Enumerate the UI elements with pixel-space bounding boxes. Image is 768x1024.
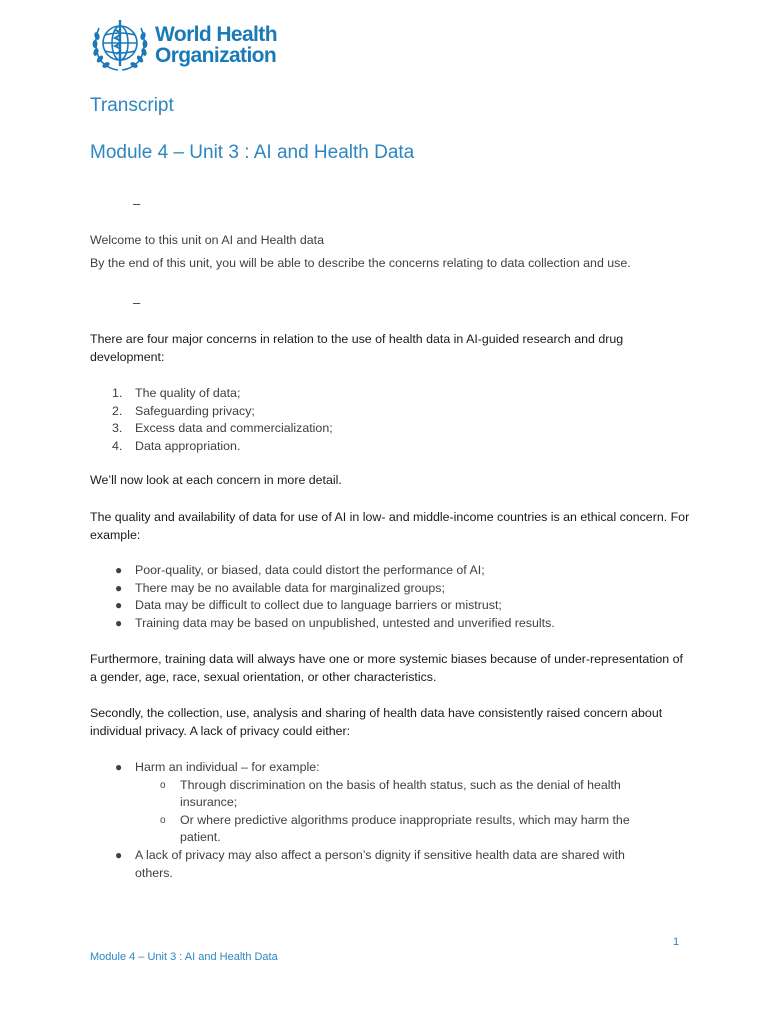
- privacy-bullets: [90, 759, 690, 882]
- list-number: 2.: [112, 403, 123, 418]
- bullet-icon: ●: [115, 847, 123, 862]
- intro-line-2: By the end of this unit, you will be able to describe the concerns relating to data collection and use.: [90, 256, 631, 270]
- bullet-icon: ●: [115, 563, 123, 577]
- logo-wordmark: [155, 24, 277, 66]
- list-item: [90, 580, 690, 598]
- dash-separator: –: [133, 295, 141, 310]
- sub-list-item-text: Or where predictive algorithms produce inappropriate results, which may harm the patient.: [180, 812, 630, 845]
- sub-list-item-text: Through discrimination on the basis of health status, such as the denial of health insurance;: [180, 777, 621, 810]
- list-number: 4.: [112, 438, 123, 453]
- page-number: 1: [673, 936, 680, 948]
- quality-bullets: [90, 562, 690, 632]
- list-number: 1.: [112, 386, 123, 400]
- list-item: [90, 403, 690, 421]
- list-item-text: Excess data and commercialization;: [135, 421, 333, 436]
- list-item: [90, 385, 690, 403]
- paragraph-concerns: There are four major concerns in relation to the use of health data in AI-guided research and drug development:: [90, 332, 624, 364]
- list-number: 3.: [112, 421, 123, 436]
- document-subtitle: Module 4 – Unit 3 : AI and Health Data: [90, 142, 415, 163]
- list-item: [90, 615, 690, 633]
- sub-list-item: [90, 812, 690, 847]
- intro-line-1: Welcome to this unit on AI and Health data: [90, 233, 324, 247]
- paragraph-quality: The quality and availability of data for use of AI in low- and middle-income countries is an ethical concern. For example:: [90, 510, 690, 542]
- who-emblem-icon: [90, 16, 150, 74]
- list-item-text: Safeguarding privacy;: [135, 403, 255, 418]
- bullet-icon: ●: [115, 615, 123, 630]
- circle-bullet-icon: o: [160, 779, 166, 791]
- paragraph-privacy: Secondly, the collection, use, analysis and sharing of health data have consistently raised concern about individual privacy. A lack of privacy could either:: [90, 706, 663, 738]
- list-item-text: Data may be difficult to collect due to language barriers or mistrust;: [135, 598, 502, 613]
- paragraph-detail: We’ll now look at each concern in more detail.: [90, 473, 342, 487]
- bullet-icon: ●: [115, 580, 123, 595]
- paragraph-bias: Furthermore, training data will always have one or more systemic biases because of under-representation of a gender, age, race, sexual orientation, or other characteristics.: [90, 652, 683, 684]
- list-item-text: A lack of privacy may also affect a person’s dignity if sensitive health data are shared with others.: [135, 847, 625, 880]
- list-item-text: Harm an individual – for example:: [135, 760, 320, 774]
- circle-bullet-icon: o: [160, 814, 166, 826]
- dash-separator: –: [133, 196, 141, 211]
- concerns-list: [90, 385, 690, 455]
- logo-line-1: World Health: [155, 23, 277, 46]
- list-item-text: Data appropriation.: [135, 438, 241, 453]
- list-item: [90, 759, 690, 777]
- sub-list-item: [90, 777, 690, 812]
- logo-line-2: Organization: [155, 44, 277, 67]
- list-item: [90, 562, 690, 580]
- bullet-icon: ●: [115, 760, 123, 774]
- list-item: [90, 847, 690, 882]
- list-item: [90, 597, 690, 615]
- list-item-text: Training data may be based on unpublished, untested and unverified results.: [135, 615, 555, 630]
- list-item: [90, 438, 690, 456]
- list-item-text: The quality of data;: [135, 386, 241, 400]
- list-item-text: Poor-quality, or biased, data could distort the performance of AI;: [135, 563, 485, 577]
- list-item-text: There may be no available data for marginalized groups;: [135, 580, 445, 595]
- document-title: Transcript: [90, 95, 174, 116]
- list-item: [90, 420, 690, 438]
- footer-text: Module 4 – Unit 3 : AI and Health Data: [90, 951, 278, 963]
- bullet-icon: ●: [115, 598, 123, 613]
- who-logo: [90, 16, 277, 74]
